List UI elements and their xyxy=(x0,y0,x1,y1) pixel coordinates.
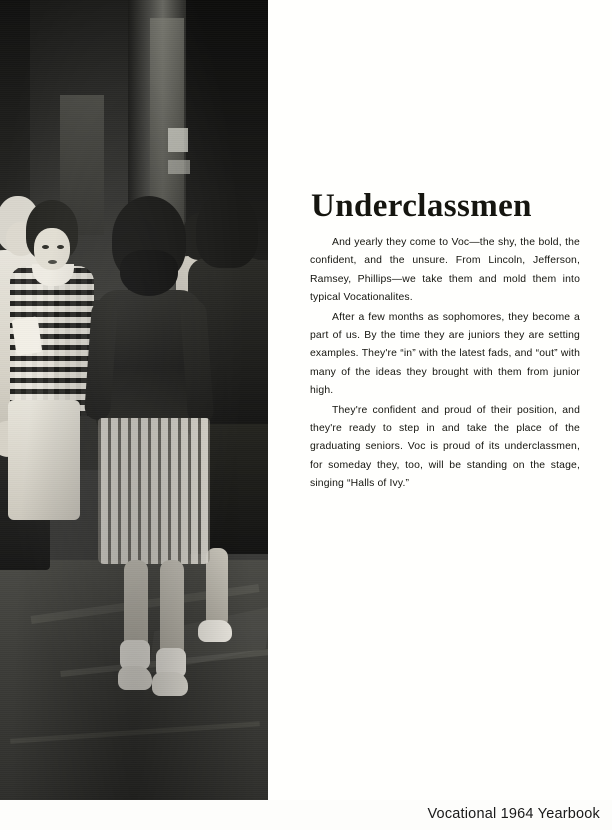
article-column xyxy=(268,0,612,800)
article-paragraph: And yearly they come to Voc—the shy, the bold, the confident, and the unsure. From Lincoln, Jefferson, Ramsey, Phillips—we take them and mold them into typical Vocationalites. xyxy=(310,237,580,304)
page-title: Underclassmen xyxy=(311,188,532,225)
article-paragraph: They're confident and proud of their position, and they're ready to step in and take the place of the graduating seniors. Voc is proud of its underclassmen, for someday they, too, will be standing on the stage, singing “Halls of Ivy.” xyxy=(310,404,580,490)
page-footer-caption: Vocational 1964 Yearbook xyxy=(427,806,600,822)
article-body xyxy=(310,234,580,494)
photo-grain xyxy=(0,0,268,800)
hallway-photograph xyxy=(0,0,268,800)
article-paragraph: After a few months as sophomores, they become a part of us. By the time they are juniors they are setting examples. They're “in” with the latest fads, and “out” with many of the ideas they brought with them from junior high. xyxy=(310,311,580,397)
